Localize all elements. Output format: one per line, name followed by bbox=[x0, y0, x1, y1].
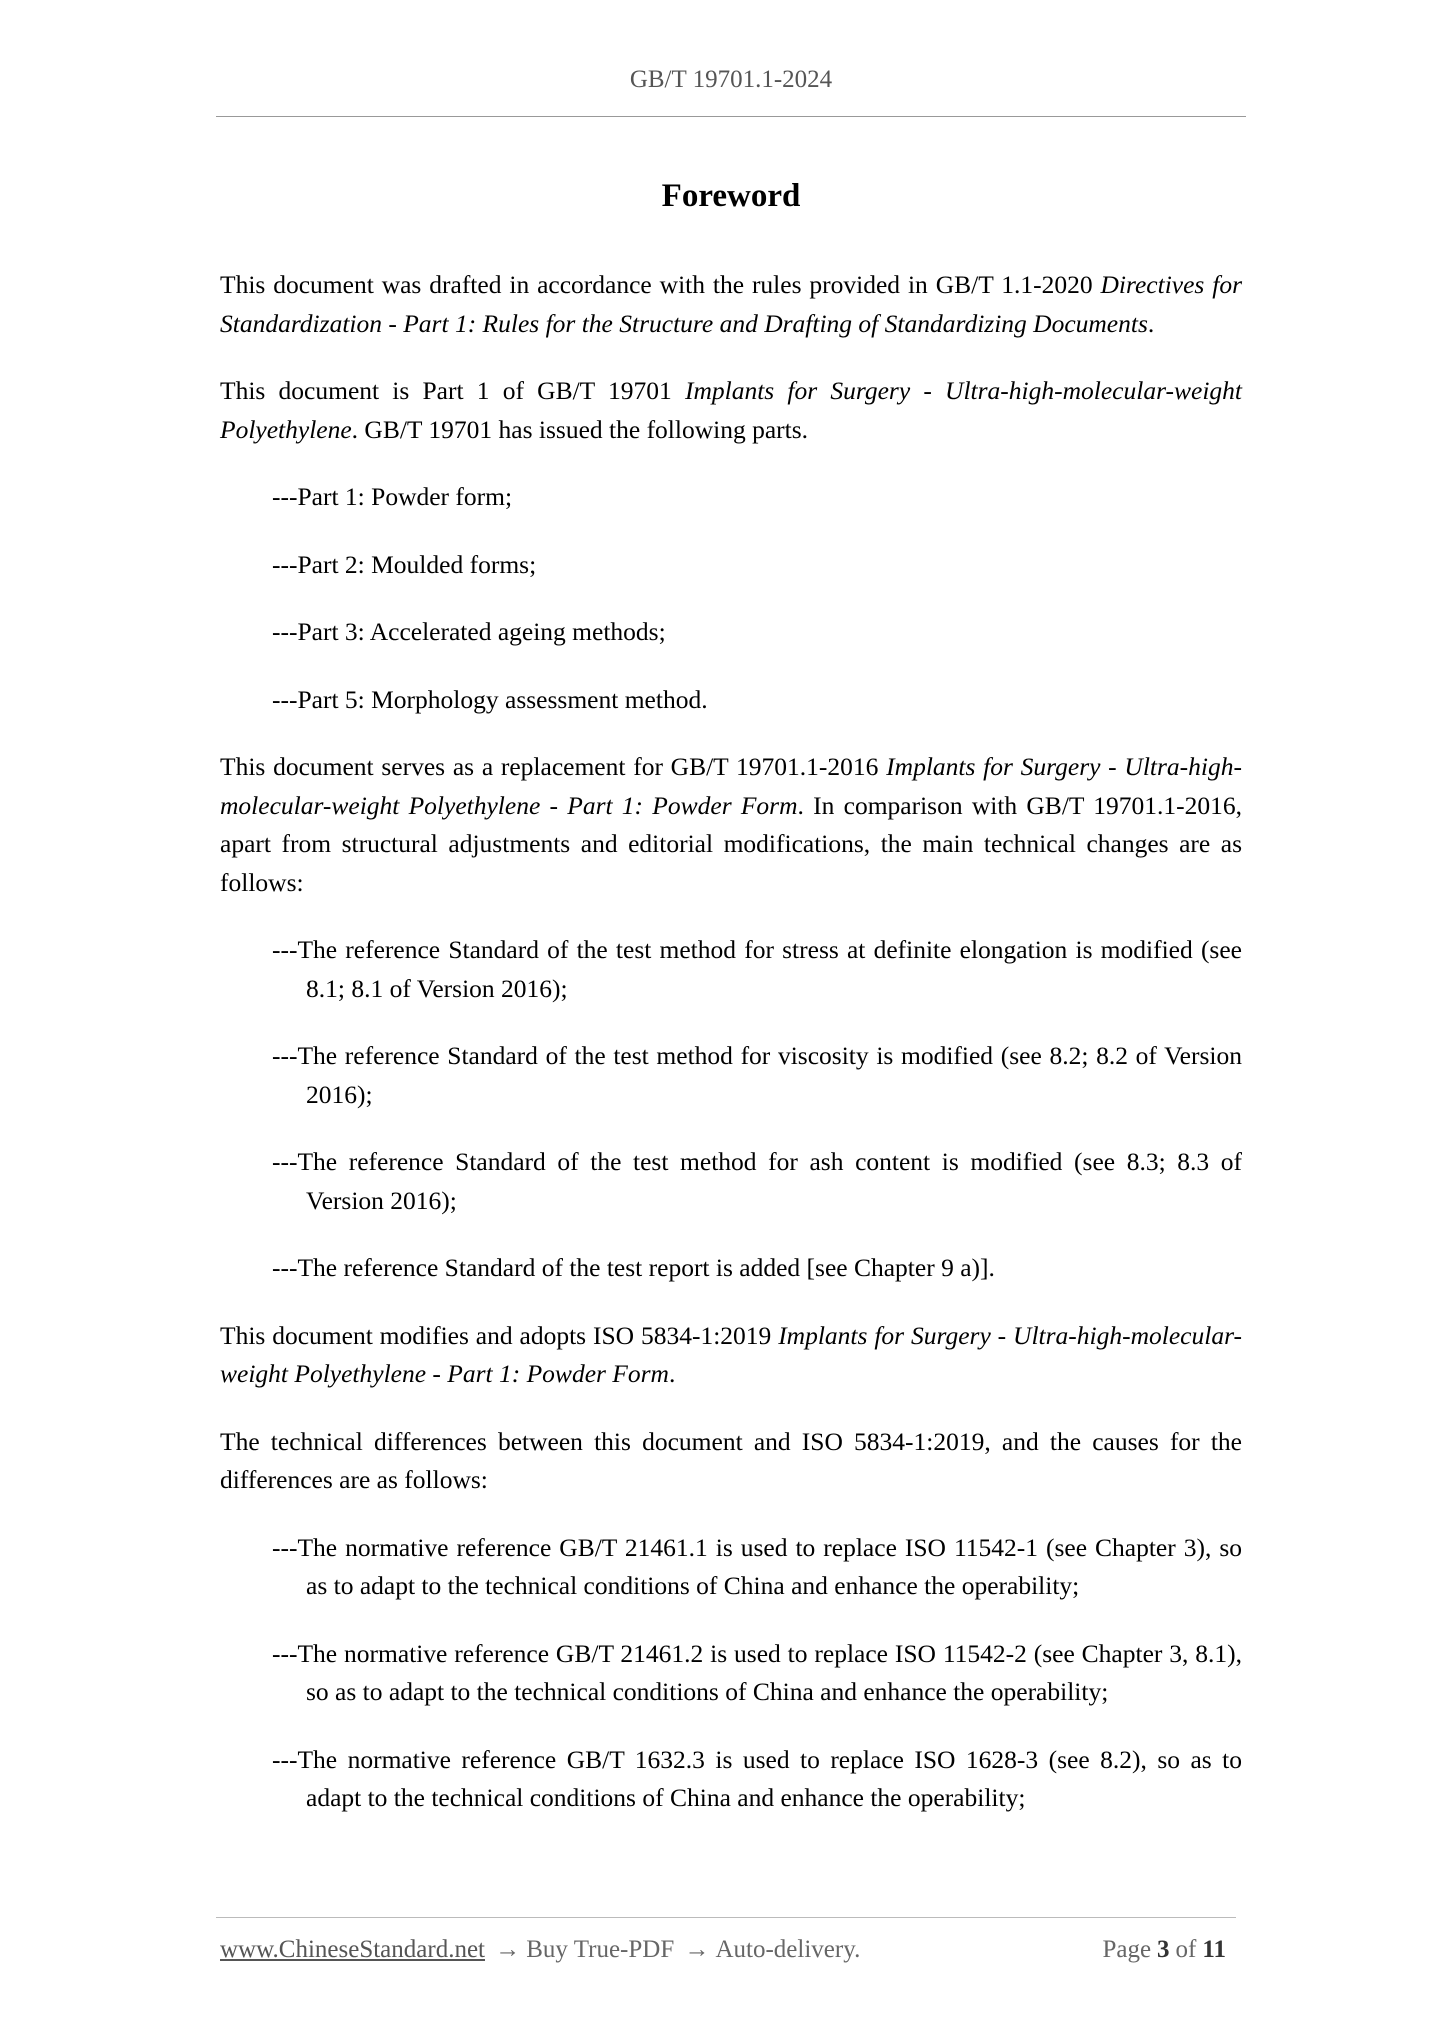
paragraph-adoption: This document modifies and adopts ISO 5834-1:2019 Implants for Surgery - Ultra-high-molecular-weight Polyethylene - Part 1: Powder Form. bbox=[220, 1320, 1242, 1388]
footer-divider bbox=[216, 1917, 1236, 1918]
arrow-right-icon: → bbox=[684, 1936, 710, 1963]
list-item-difference: ---The normative reference GB/T 1632.3 is used to replace ISO 1628-3 (see 8.2), so as to adapt to the technical conditions of China and enhance the operability; bbox=[272, 1744, 1242, 1812]
paragraph-technical-differences: The technical differences between this document and ISO 5834-1:2019, and the causes for the differences are as follows: bbox=[220, 1426, 1242, 1494]
list-item-part: ---Part 2: Moulded forms; bbox=[272, 549, 537, 579]
auto-delivery-text: Auto-delivery. bbox=[715, 1936, 861, 1963]
page-footer bbox=[220, 1936, 1232, 1964]
page-number: Page 3 of 11 bbox=[1102, 1936, 1226, 1963]
current-page: 3 bbox=[1157, 1936, 1170, 1963]
running-header: GB/T 19701.1-2024 bbox=[629, 66, 833, 93]
paragraph-part-of-series: This document is Part 1 of GB/T 19701 Implants for Surgery - Ultra-high-molecular-weight Polyethylene. GB/T 19701 has issued the following parts. bbox=[220, 376, 1242, 444]
paragraph-drafting-rules: This document was drafted in accordance with the rules provided in GB/T 1.1-2020 Directives for Standardization - Part 1: Rules for the Structure and Drafting of Standardizing Documents. bbox=[220, 270, 1243, 338]
paragraph-replacement: This document serves as a replacement for GB/T 19701.1-2016 Implants for Surgery - Ultra-high-molecular-weight Polyethylene - Part 1: Powder Form. In comparison with GB/T 19701.1-2016, apart from structural adjustments and editorial modifications, the main technical changes are as follows: bbox=[220, 752, 1242, 897]
list-item-change: ---The reference Standard of the test method for viscosity is modified (see 8.2; 8.2 of Version 2016); bbox=[272, 1041, 1242, 1109]
header-divider bbox=[216, 116, 1246, 117]
list-item-change: ---The reference Standard of the test method for stress at definite elongation is modified (see 8.1; 8.1 of Version 2016); bbox=[272, 935, 1242, 1003]
list-item-part: ---Part 5: Morphology assessment method. bbox=[272, 684, 708, 714]
list-item-part: ---Part 3: Accelerated ageing methods; bbox=[272, 617, 666, 646]
footer-promo bbox=[220, 1936, 860, 1964]
page-title: Foreword bbox=[661, 178, 801, 214]
document-body bbox=[220, 266, 1242, 1847]
list-item-change: ---The reference Standard of the test method for ash content is modified (see 8.3; 8.3 of Version 2016); bbox=[272, 1147, 1242, 1215]
list-item-difference: ---The normative reference GB/T 21461.2 is used to replace ISO 11542-2 (see Chapter 3, 8.1), so as to adapt to the technical conditions of China and enhance the operability; bbox=[272, 1638, 1242, 1706]
list-item-part: ---Part 1: Powder form; bbox=[272, 482, 513, 511]
arrow-right-icon: → bbox=[495, 1936, 521, 1963]
buy-pdf-text: Buy True-PDF bbox=[526, 1936, 675, 1963]
site-link[interactable]: www.ChineseStandard.net bbox=[220, 1936, 485, 1963]
list-item-difference: ---The normative reference GB/T 21461.1 is used to replace ISO 11542-1 (see Chapter 3), so as to adapt to the technical conditions of China and enhance the operability; bbox=[272, 1532, 1242, 1600]
list-item-change: ---The reference Standard of the test report is added [see Chapter 9 a)]. bbox=[272, 1253, 995, 1282]
total-pages: 11 bbox=[1202, 1936, 1226, 1963]
